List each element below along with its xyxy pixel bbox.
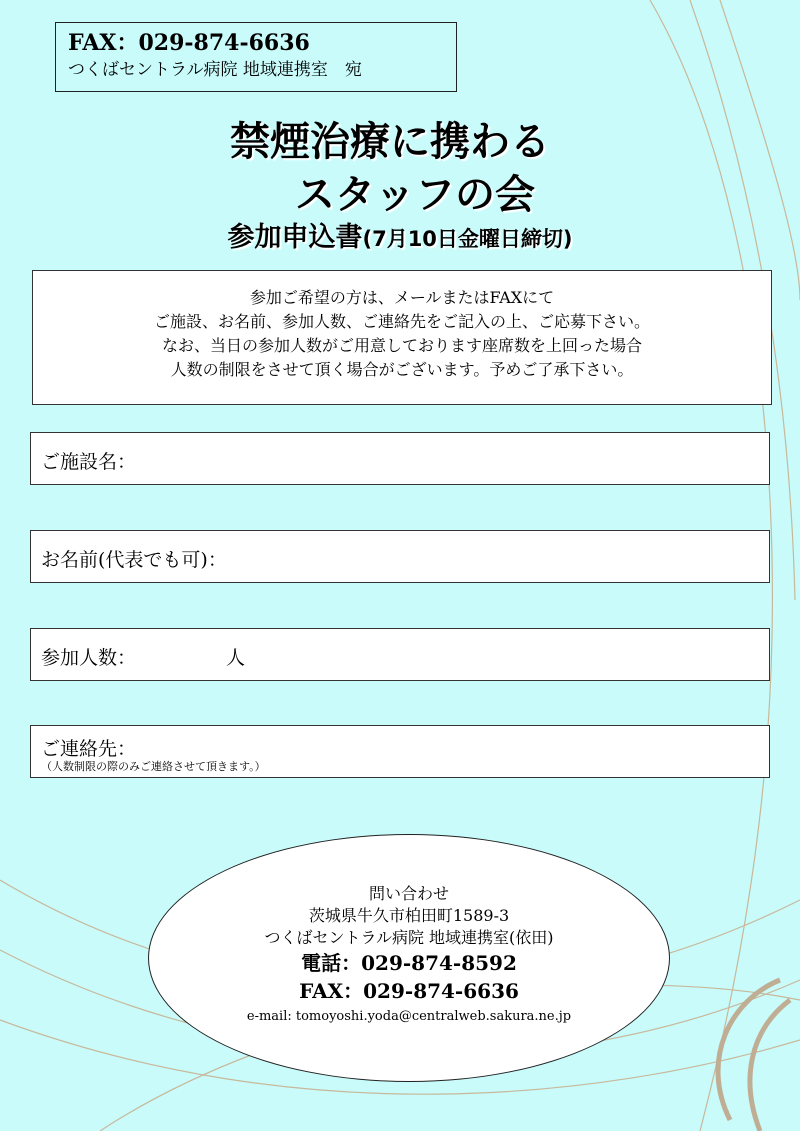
inquiry-tel: 電話：029-874-8592 <box>301 951 517 975</box>
contact-label: ご連絡先： <box>41 738 137 760</box>
form-title: 参加申込書 <box>227 222 363 253</box>
facility-field[interactable] <box>30 432 770 485</box>
count-label: 参加人数： <box>41 647 137 669</box>
notice-line: 参加ご希望の方は、メールまたはFAXにて <box>249 288 555 307</box>
title-line1: 禁煙治療に携わる <box>230 119 550 165</box>
inquiry-fax: FAX：029-874-6636 <box>299 979 519 1003</box>
facility-label: ご施設名： <box>41 451 137 473</box>
inquiry-address: 茨城県牛久市柏田町1589-3 <box>308 906 510 925</box>
count-unit: 人 <box>226 647 246 669</box>
fax-number: FAX：029-874-6636 <box>68 30 310 56</box>
deadline: (7月10日金曜日締切) <box>362 227 573 251</box>
contact-field[interactable] <box>30 725 770 778</box>
inquiry-email[interactable]: e-mail: tomoyoshi.yoda@centralweb.sakura.ne.jp <box>246 1009 572 1024</box>
inquiry-ellipse <box>148 834 670 1082</box>
title-line3 <box>0 215 800 254</box>
fax-recipient-box <box>55 22 457 92</box>
notice-line: なお、当日の参加人数がご用意しております座席数を上回った場合 <box>161 336 642 355</box>
notice-line: 人数の制限をさせて頂く場合がございます。予めご了承下さい。 <box>170 360 634 379</box>
fax-recipient: つくばセントラル病院 地域連携室 宛 <box>68 60 362 80</box>
count-field[interactable] <box>30 628 770 681</box>
notice-line: ご施設、お名前、参加人数、ご連絡先をご記入の上、ご応募下さい。 <box>153 312 650 331</box>
notice-box <box>32 270 772 405</box>
name-field[interactable] <box>30 530 770 583</box>
inquiry-heading: 問い合わせ <box>368 884 449 903</box>
contact-note: （人数制限の際のみご連絡させて頂きます。） <box>41 760 266 773</box>
inquiry-org: つくばセントラル病院 地域連携室(依田) <box>264 928 554 947</box>
name-label: お名前(代表でも可)： <box>41 549 227 571</box>
title-line2: スタッフの会 <box>295 172 535 218</box>
